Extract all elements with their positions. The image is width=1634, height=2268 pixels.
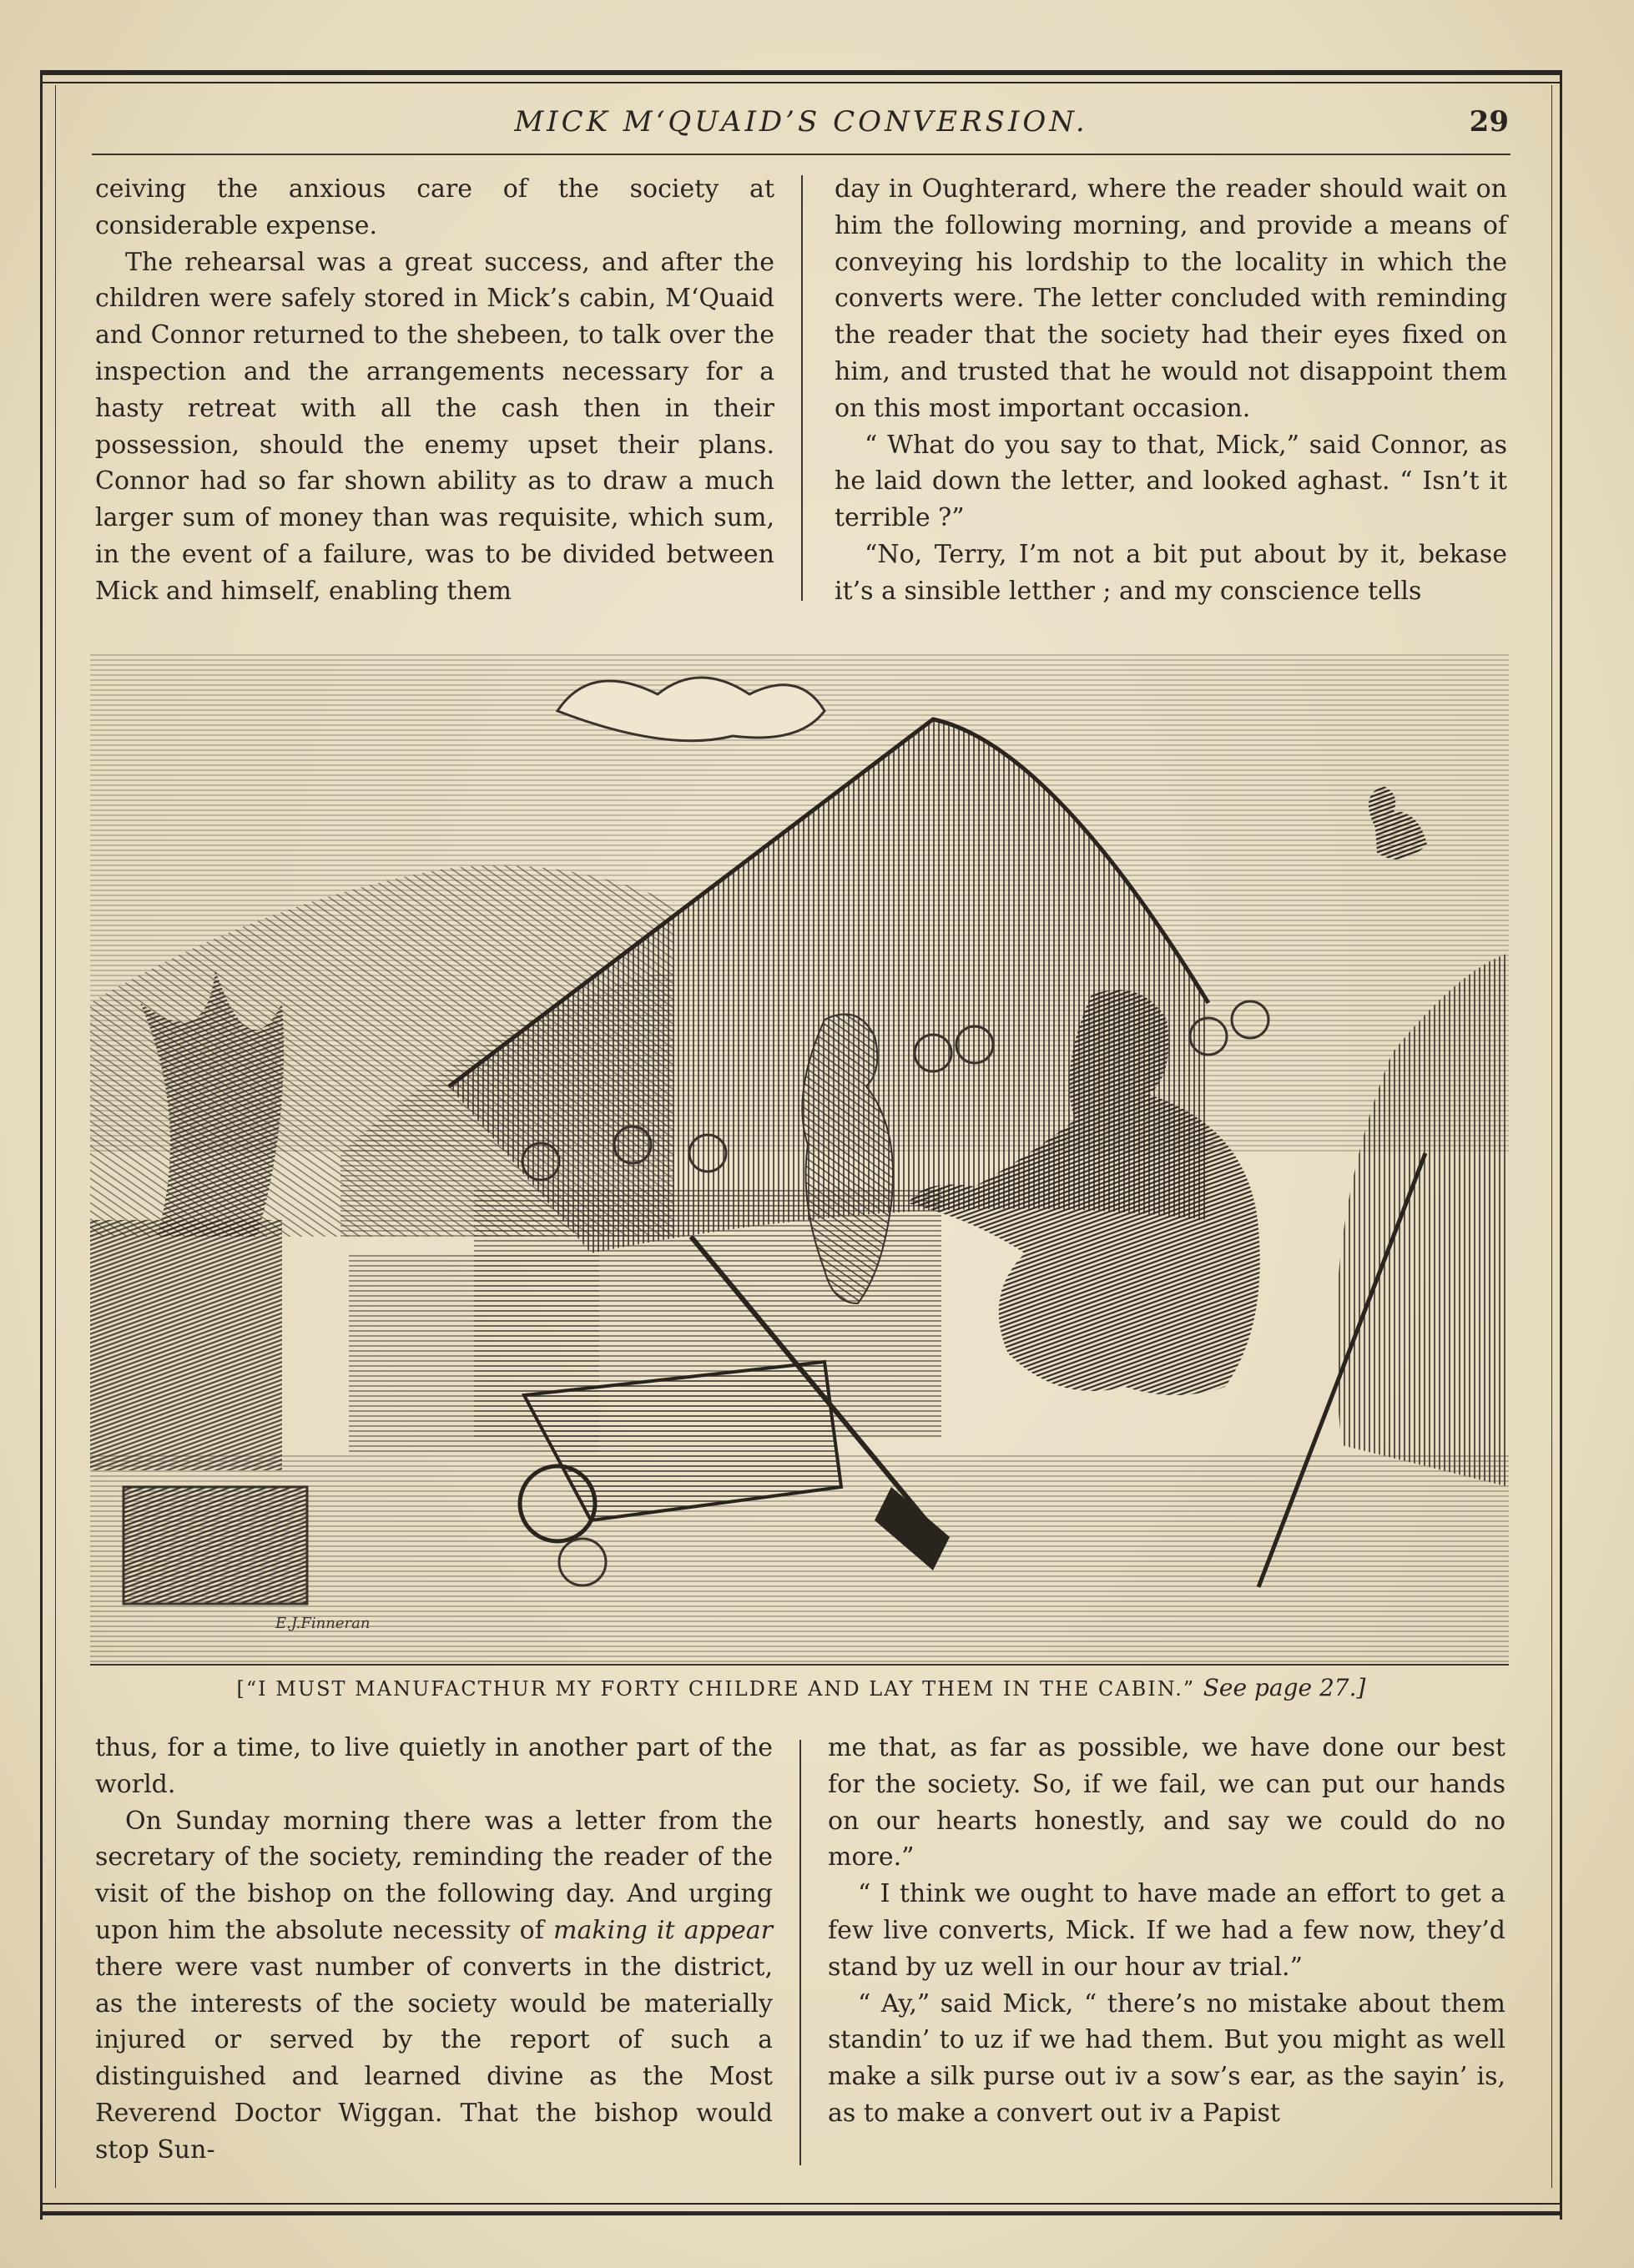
page-number: 29	[1469, 105, 1509, 139]
bottom-thick-rule	[40, 2211, 1562, 2215]
top-right-column	[835, 171, 1507, 609]
italic-emphasis: making it appear	[553, 1915, 773, 1945]
paragraph-text: there were vast number of converts in the district, as the interests of the society would be materially injured or served by the report of such a distinguished and learned divine as the Most Reverend Doctor Wiggan. That the bishop would stop Sun-	[95, 1952, 773, 2165]
illustration-caption	[92, 1674, 1510, 1701]
paragraph: thus, for a time, to live quietly in another part of the world.	[95, 1733, 773, 1799]
column-divider	[799, 1740, 801, 2165]
paragraph: “No, Terry, I’m not a bit put about by it, bekase it’s a sinsible letther ; and my conscience tells	[835, 539, 1507, 606]
engraving-illustration	[90, 653, 1509, 1666]
caption-quote: [“I MUST MANUFACTHUR MY FORTY CHILDRE AND LAY THEM IN THE CABIN.”	[236, 1677, 1196, 1701]
paragraph-text: On Sunday morning there was a letter from the secretary of the society, reminding the reader of the visit of the bishop on the following day. And urging upon him the absolute necessity of	[95, 1806, 773, 1945]
paragraph	[95, 1803, 773, 2169]
header-rule	[92, 154, 1510, 155]
bottom-right-column	[828, 1730, 1505, 2172]
paragraph: “ What do you say to that, Mick,” said Connor, as he laid down the letter, and looked aghast. “ Isn’t it terrible ?”	[835, 430, 1507, 533]
caption-page-reference: See page 27.]	[1203, 1674, 1366, 1701]
cabin-scene-illustration	[90, 653, 1509, 1664]
paragraph: ceiving the anxious care of the society at considerable expense.	[95, 174, 774, 240]
paragraph: “ I think we ought to have made an effort to get a few live converts, Mick. If we had a few now, they’d stand by uz well in our hour av trial.”	[828, 1879, 1505, 1982]
engraver-signature: E.J.Finneran	[275, 1615, 371, 1632]
bottom-thin-rule	[40, 2203, 1562, 2205]
paragraph: The rehearsal was a great success, and after the children were safely stored in Mick’s cabin, M‘Quaid and Connor returned to the shebeen, to talk over the inspection and the arrangements necessary for a hasty retreat with all the cash then in their possession, should the enemy upset their plans. Connor had so far shown ability as to draw a much larger sum of money than was requisite, which sum, in the event of a failure, was to be divided between Mick and himself, enabling them	[95, 247, 774, 606]
top-left-column	[95, 171, 774, 609]
paragraph: me that, as far as possible, we have done our best for the society. So, if we fail, we can put our hands on our hearts honestly, and say we could do no more.”	[828, 1733, 1505, 1872]
bottom-left-column	[95, 1730, 773, 2172]
paragraph: “ Ay,” said Mick, “ there’s no mistake about them standin’ to uz if we had them. But you might as well make a silk purse out iv a sow’s ear, as the sayin’ is, as to make a convert out iv a Papist	[828, 1988, 1505, 2128]
running-title: MICK M‘QUAID’S CONVERSION.	[514, 105, 1088, 139]
paragraph: day in Oughterard, where the reader should wait on him the following morning, and provide a means of conveying his lordship to the locality in which the converts were. The letter concluded with reminding the reader that the society had their eyes fixed on him, and trusted that he would not disappoint them on this most important occasion.	[835, 174, 1507, 423]
column-divider	[801, 175, 803, 601]
